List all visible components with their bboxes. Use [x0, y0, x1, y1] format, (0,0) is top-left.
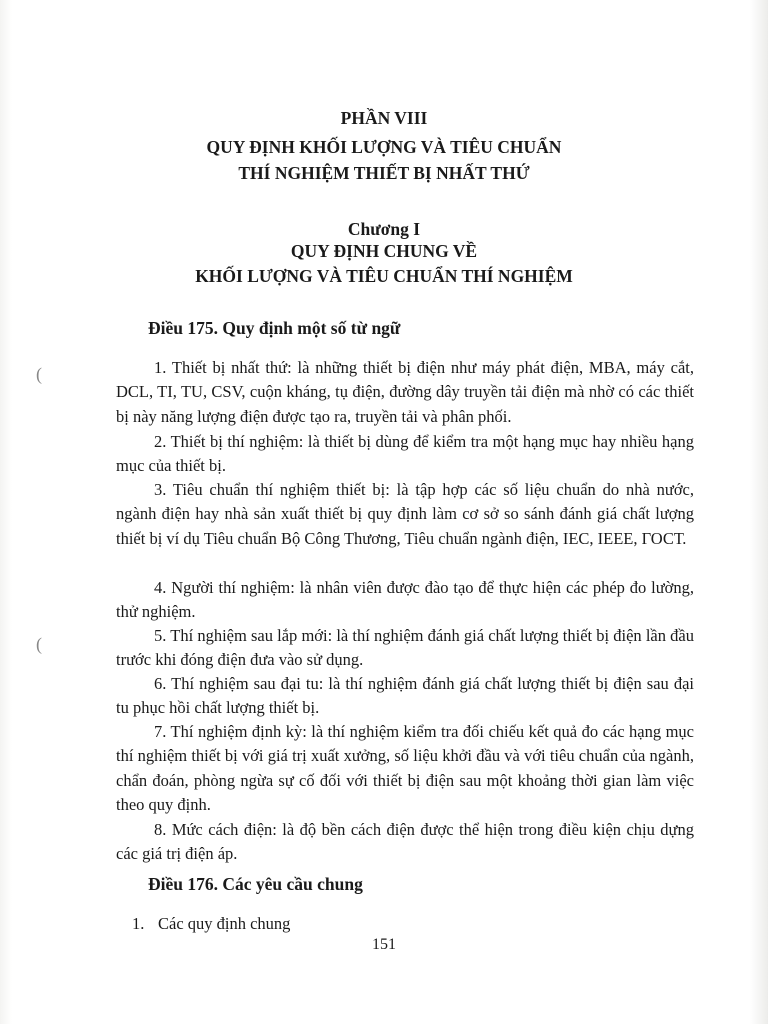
chapter-label: Chương I: [347, 219, 421, 239]
scan-margin-mark: (: [36, 634, 42, 654]
paragraph-item: 1. Thiết bị nhất thứ: là những thiết bị điện như máy phát điện, MBA, máy cắt, DCL, TI, TU, CSV, cuộn kháng, tụ điện, đường dây truyền tải điện mà nhờ có các thiết bị này năng lượng điện được tạo ra, truyền tải và phân phối.: [116, 358, 694, 426]
article-176-heading: Điều 176. Các yêu cầu chung: [148, 874, 363, 894]
paragraph-item: 4. Người thí nghiệm: là nhân viên được đào tạo để thực hiện các phép đo lường, thử nghiệm.: [116, 578, 694, 622]
paragraph-item: 5. Thí nghiệm sau lắp mới: là thí nghiệm đánh giá chất lượng thiết bị điện lần đầu trước khi đóng điện đưa vào sử dụng.: [116, 626, 694, 670]
chapter-title-line-2: KHỐI LƯỢNG VÀ TIÊU CHUẨN THÍ NGHIỆM: [195, 266, 573, 286]
chapter-title-line-1: QUY ĐỊNH CHUNG VỀ: [290, 241, 478, 261]
part-title-line-1: QUY ĐỊNH KHỐI LƯỢNG VÀ TIÊU CHUẨN: [206, 137, 562, 157]
part-title-line-2: THÍ NGHIỆM THIẾT BỊ NHẤT THỨ: [238, 163, 530, 183]
list-item-text: Các quy định chung: [158, 914, 291, 933]
list-item-number: 1.: [132, 914, 145, 933]
article-175-heading: Điều 175. Quy định một số từ ngữ: [148, 318, 401, 338]
paragraph-item: 3. Tiêu chuẩn thí nghiệm thiết bị: là tập hợp các số liệu chuẩn do nhà nước, ngành điện hay nhà sản xuất thiết bị quy định làm cơ sở so sánh đánh giá chất lượng thiết bị ví dụ Tiêu chuẩn Bộ Công Thương, Tiêu chuẩn ngành điện, IEC, IEEE, ГОСТ.: [116, 480, 694, 548]
page-number: 151: [372, 936, 396, 953]
part-number: PHẦN VIII: [340, 108, 428, 128]
paragraph-item: 6. Thí nghiệm sau đại tu: là thí nghiệm đánh giá chất lượng thiết bị điện sau đại tu phục hồi chất lượng thiết bị.: [116, 674, 694, 718]
list-item: [132, 914, 290, 934]
paragraph-item: 8. Mức cách điện: là độ bền cách điện được thể hiện trong điều kiện chịu dựng các giá trị điện áp.: [116, 820, 694, 864]
paragraph-item: 7. Thí nghiệm định kỳ: là thí nghiệm kiểm tra đối chiếu kết quả đo các hạng mục thí nghiệm thiết bị với giá trị xuất xưởng, số liệu khởi đầu và với tiêu chuẩn của ngành, chẩn đoán, phòng ngừa sự cố đối với thiết bị điện sau một khoảng thời gian làm việc theo quy định.: [116, 722, 694, 815]
paragraph-item: 2. Thiết bị thí nghiệm: là thiết bị dùng để kiểm tra một hạng mục hay nhiều hạng mục của thiết bị.: [116, 432, 694, 476]
scan-margin-mark: (: [36, 364, 42, 384]
